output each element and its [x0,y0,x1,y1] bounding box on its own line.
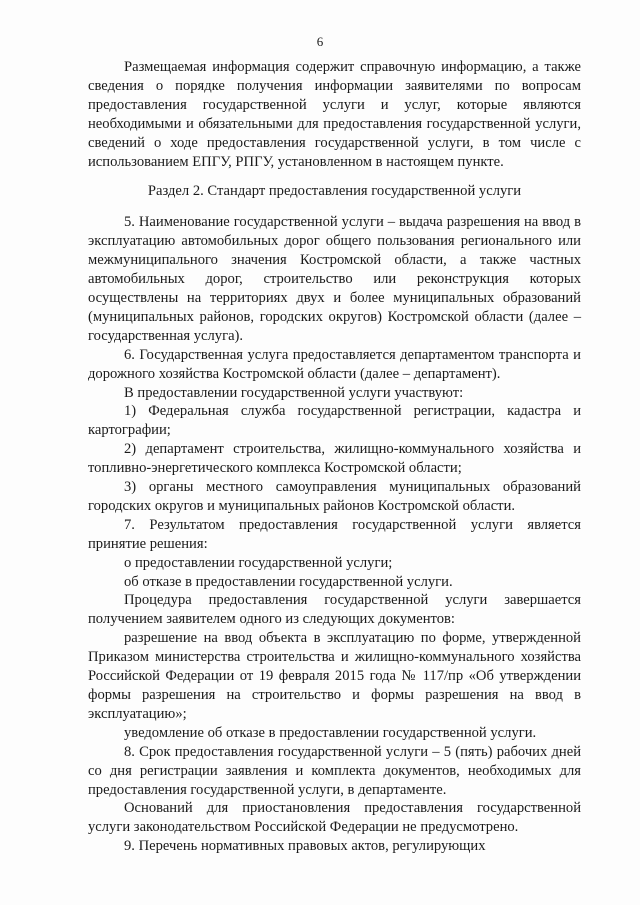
document-body [88,58,581,856]
paragraph-permit-document: разрешение на ввод объекта в эксплуатацию по форме, утвержденной Приказом министерства строительства и жилищно-коммунального хозяйства Российской Федерации от 19 февраля 2015 года № 117/пр «Об утверждении формы разрешения на строительство и формы разрешения на ввод в эксплуатацию»; [88,630,581,722]
paragraph-result-grant: о предоставлении государственной услуги; [124,554,393,571]
paragraph-intro-info: Размещаемая информация содержит справочную информацию, а также сведения о порядке получения информации заявителями по вопросам предоставления государственной услуги и услуг, которые являются необходимыми и обязательными для предоставления государственной услуги, сведений о ходе предоставления государственной услуги, в том числе с использованием ЕПГУ, РПГУ, установленном в настоящем пункте. [88,59,581,170]
paragraph-refusal-notice: уведомление об отказе в предоставлении государственной услуги. [124,724,537,741]
paragraph-7-result: 7. Результатом предоставления государственной услуги является принятие решения: [88,516,581,552]
paragraph-participants-intro: В предоставлении государственной услуги участвуют: [124,384,464,401]
paragraph-8-term: 8. Срок предоставления государственной услуги – 5 (пять) рабочих дней со дня регистрации заявления и комплекта документов, необходимых для предоставления государственной услуги, в департаменте. [88,743,581,798]
paragraph-procedure: Процедура предоставления государственной услуги завершается получением заявителем одного из следующих документов: [88,592,581,628]
paragraph-suspension: Оснований для приостановления предоставления государственной услуги законодательством Российской Федерации не предусмотрено. [88,800,581,836]
paragraph-result-refusal: об отказе в предоставлении государственной услуги. [124,573,453,590]
page-number: 6 [316,34,324,49]
section-heading: Раздел 2. Стандарт предоставления государственной услуги [147,183,522,200]
paragraph-participant-1: 1) Федеральная служба государственной регистрации, кадастра и картографии; [88,403,581,439]
paragraph-participant-2: 2) департамент строительства, жилищно-коммунального хозяйства и топливно-энергетического комплекса Костромской области; [88,441,581,477]
paragraph-participant-3: 3) органы местного самоуправления муниципальных образований городских округов и муниципальных районов Костромской области. [88,479,581,514]
paragraph-5-service-name: 5. Наименование государственной услуги – выдача разрешения на ввод в эксплуатацию автомобильных дорог общего пользования регионального или межмуниципального значения Костромской области, а также частных автомобильных дорог, строительство или реконструкция которых осуществлены на территориях двух и более муниципальных образований (муниципальных районов, городских округов) Костромской области (далее – государственная услуга). [88,214,581,344]
paragraph-6-provider: 6. Государственная услуга предоставляется департаментом транспорта и дорожного хозяйства Костромской области (далее – департамент). [88,346,581,382]
paragraph-9-legal-acts: 9. Перечень нормативных правовых актов, регулирующих [124,838,486,855]
